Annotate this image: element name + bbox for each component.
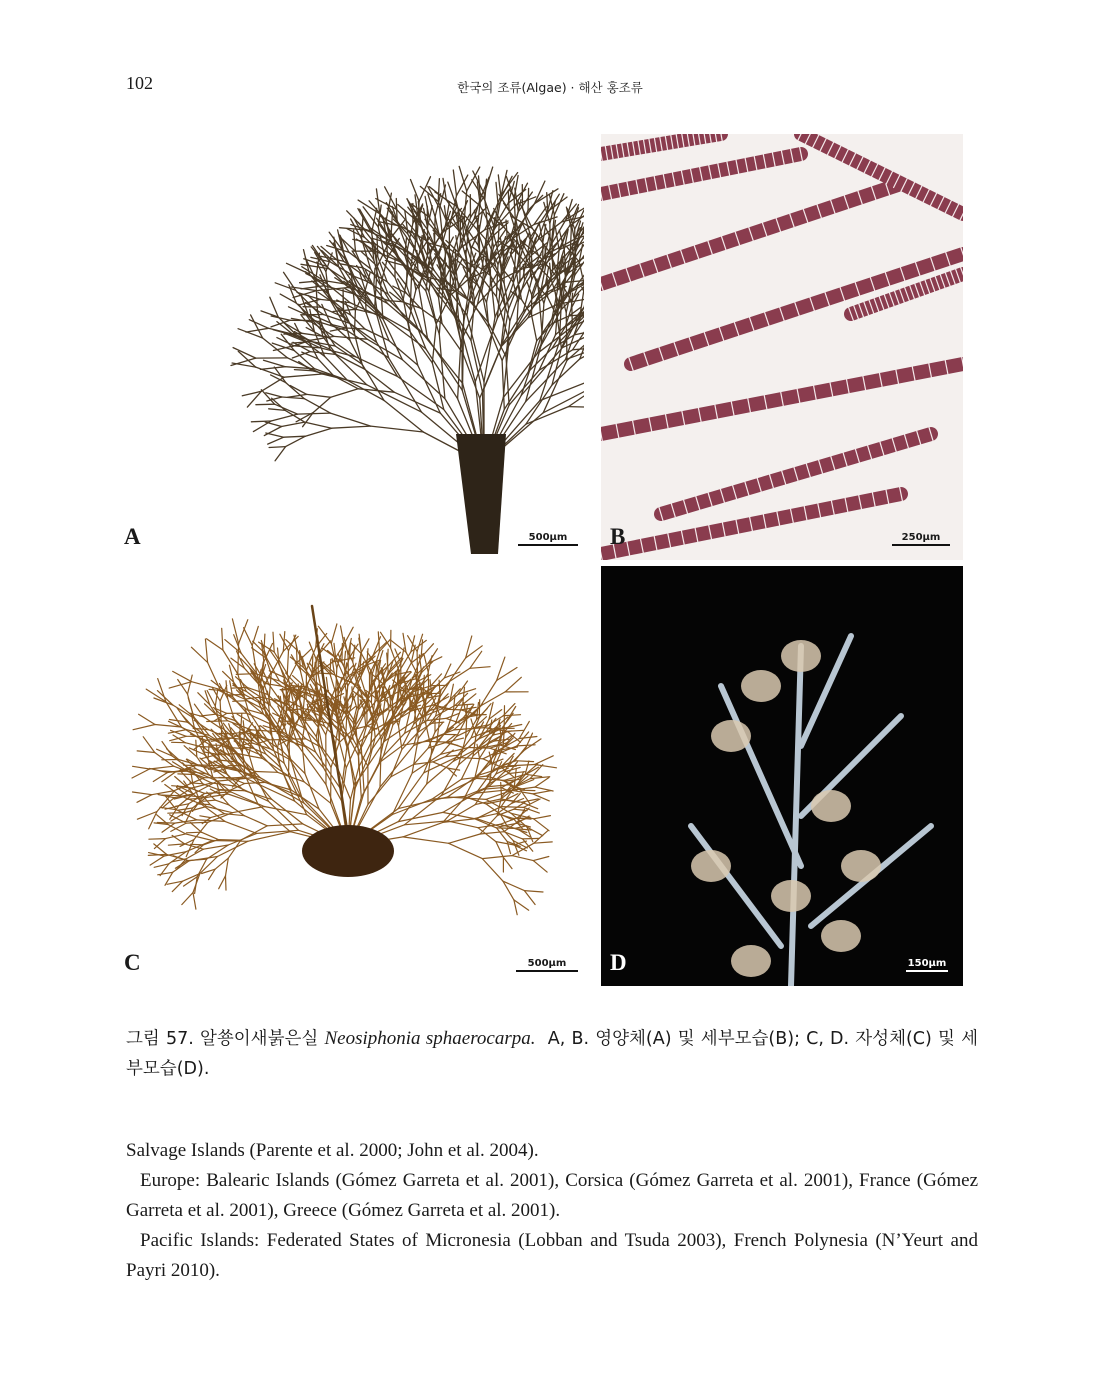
scale-bar-a — [518, 532, 578, 546]
body-paragraph: Salvage Islands (Parente et al. 2000; John et al. 2004). — [126, 1140, 539, 1161]
body-paragraph: Europe: Balearic Islands (Gómez Garreta et al. 2001), Corsica (Gómez Garreta et al. 2001), France (Gómez Garreta et al. 2001), Greece (Gómez Garreta et al. 2001). — [126, 1170, 978, 1221]
scale-label-b: 250µm — [901, 532, 941, 543]
panel-letter-a: A — [124, 524, 141, 549]
body-text — [126, 1136, 978, 1286]
scale-label-d: 150µm — [907, 958, 947, 969]
panel-letter-d: D — [610, 950, 627, 975]
figure-panel-d — [601, 566, 963, 986]
scale-bar-c — [516, 958, 578, 972]
figure-caption — [126, 1024, 978, 1084]
page-number: 102 — [126, 73, 153, 93]
figure-panel-c — [126, 566, 584, 986]
algae-thallus-illustration-a — [126, 134, 584, 560]
figure-panel-b — [601, 134, 963, 560]
caption-panel-description: A, B. 영양체(A) 및 세부모습(B); C, D. 자성체(C) 및 세부모습(D). — [126, 1029, 978, 1079]
algae-cystocarp-illustration-d — [601, 566, 963, 986]
scale-label-c: 500µm — [527, 958, 567, 969]
body-paragraph: Pacific Islands: Federated States of Micronesia (Lobban and Tsuda 2003), French Polynesia (N’Yeurt and Payri 2010). — [126, 1230, 978, 1281]
caption-species-name: Neosiphonia sphaerocarpa. — [324, 1028, 536, 1049]
figure-panel-a — [126, 134, 584, 560]
scale-bar-b — [892, 532, 950, 546]
panel-letter-c: C — [124, 950, 141, 975]
running-head: 한국의 조류(Algae) · 해산 홍조류 — [457, 80, 643, 95]
scale-label-a: 500µm — [528, 532, 568, 543]
scale-bar-d — [906, 958, 948, 972]
algae-thallus-illustration-c — [126, 566, 584, 986]
caption-prefix: 그림 57. 알쑝이새붉은실 — [126, 1029, 319, 1049]
algae-segments-illustration-b — [601, 134, 963, 560]
panel-letter-b: B — [610, 524, 626, 549]
